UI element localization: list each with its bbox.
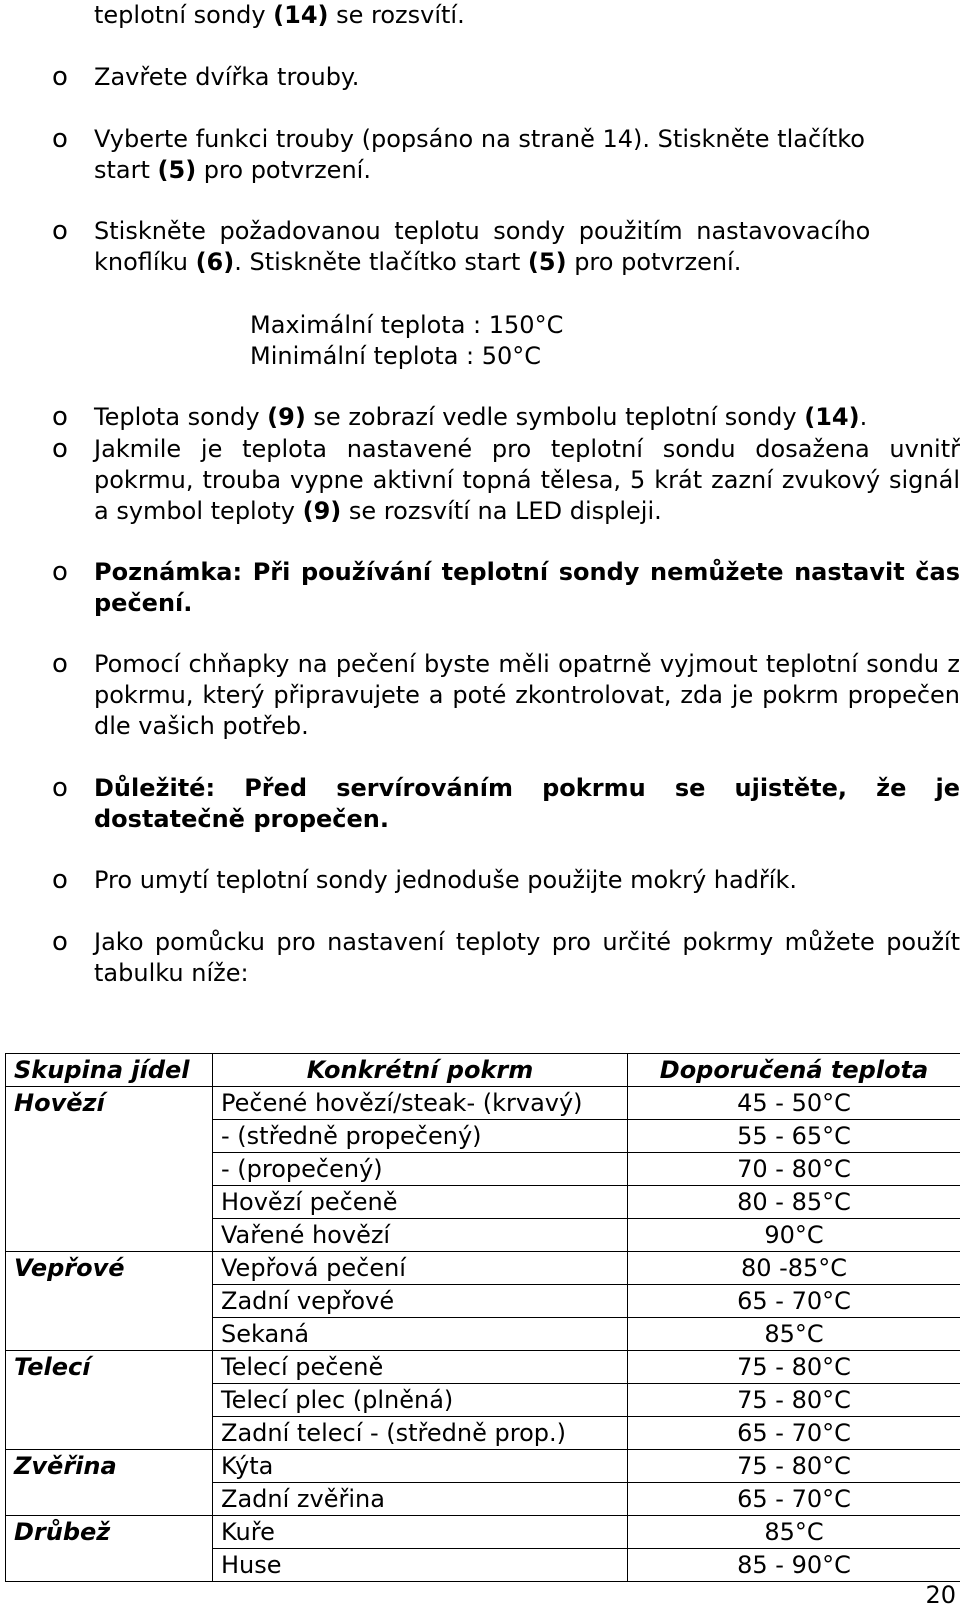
bullet-marker: o	[52, 62, 68, 92]
list-item: Pomocí chňapky na pečení byste měli opatrně vyjmout teplotní sondu z pokrmu, který připravujete a poté zkontrolovat, zda je pokrm propečen dle vašich potřeb.	[94, 650, 960, 740]
bullet-marker: o	[52, 865, 68, 895]
list-item: Vyberte funkci trouby (popsáno na straně 14). Stiskněte tlačítko start (5) pro potvrzení.	[94, 125, 865, 184]
list-item: Jako pomůcku pro nastavení teploty pro určité pokrmy můžete použít tabulku níže:	[94, 928, 960, 987]
bullet-marker: o	[52, 927, 68, 957]
list-item: Pro umytí teplotní sondy jednoduše použijte mokrý hadřík.	[94, 866, 797, 894]
table-row: Zadní telecí - (středně prop.) 65 - 70°C	[6, 1417, 960, 1450]
important-note: Důležité: Před servírováním pokrmu se ujistěte, že je dostatečně propečen.	[94, 774, 960, 833]
table-row: Vařené hovězí 90°C	[6, 1219, 960, 1252]
column-header-group: Skupina jídel	[6, 1054, 213, 1087]
table-row: Vepřové Vepřová pečení 80 -85°C	[6, 1252, 960, 1285]
page-number: 20	[925, 1581, 956, 1609]
list-item: Stiskněte požadovanou teplotu sondy použitím nastavovacího knoflíku (6). Stiskněte tlačítko start (5) pro potvrzení.	[94, 217, 871, 276]
max-temperature: Maximální teplota : 150°C	[250, 311, 564, 339]
table-row: Zvěřina Kýta 75 - 80°C	[6, 1450, 960, 1483]
note: Poznámka: Při používání teplotní sondy nemůžete nastavit čas pečení.	[94, 558, 960, 617]
column-header-food: Konkrétní pokrm	[213, 1054, 628, 1087]
min-temperature: Minimální teplota : 50°C	[250, 342, 542, 370]
table-row: Telecí plec (plněná) 75 - 80°C	[6, 1384, 960, 1417]
list-item: Teplota sondy (9) se zobrazí vedle symbolu teplotní sondy (14).	[94, 403, 868, 431]
temperature-table	[5, 1053, 960, 1582]
table-header-row	[6, 1054, 960, 1087]
bullet-marker: o	[52, 773, 68, 803]
table-row: Hovězí Pečené hovězí/steak- (krvavý) 45 - 50°C	[6, 1087, 960, 1120]
bullet-marker: o	[52, 402, 68, 432]
column-header-temperature: Doporučená teplota	[628, 1054, 960, 1087]
bullet-marker: o	[52, 434, 68, 464]
paragraph-continuation: teplotní sondy (14) se rozsvítí.	[94, 1, 465, 29]
list-item: Jakmile je teplota nastavené pro teplotní sondu dosažena uvnitř pokrmu, trouba vypne aktivní topná tělesa, 5 krát zazní zvukový signál a symbol teploty (9) se rozsvítí na LED displeji.	[94, 435, 960, 525]
table-row: - (propečený) 70 - 80°C	[6, 1153, 960, 1186]
table-row: Sekaná 85°C	[6, 1318, 960, 1351]
table-row: Drůbež Kuře 85°C	[6, 1516, 960, 1549]
table-row: Telecí Telecí pečeně 75 - 80°C	[6, 1351, 960, 1384]
table-row: Zadní zvěřina 65 - 70°C	[6, 1483, 960, 1516]
bullet-marker: o	[52, 649, 68, 679]
bullet-marker: o	[52, 216, 68, 246]
list-item: Zavřete dvířka trouby.	[94, 63, 360, 91]
table-row: Hovězí pečeně 80 - 85°C	[6, 1186, 960, 1219]
table-row: Huse 85 - 90°C	[6, 1549, 960, 1582]
table-row: Zadní vepřové 65 - 70°C	[6, 1285, 960, 1318]
bullet-marker: o	[52, 557, 68, 587]
table-row: - (středně propečený) 55 - 65°C	[6, 1120, 960, 1153]
bullet-marker: o	[52, 124, 68, 154]
